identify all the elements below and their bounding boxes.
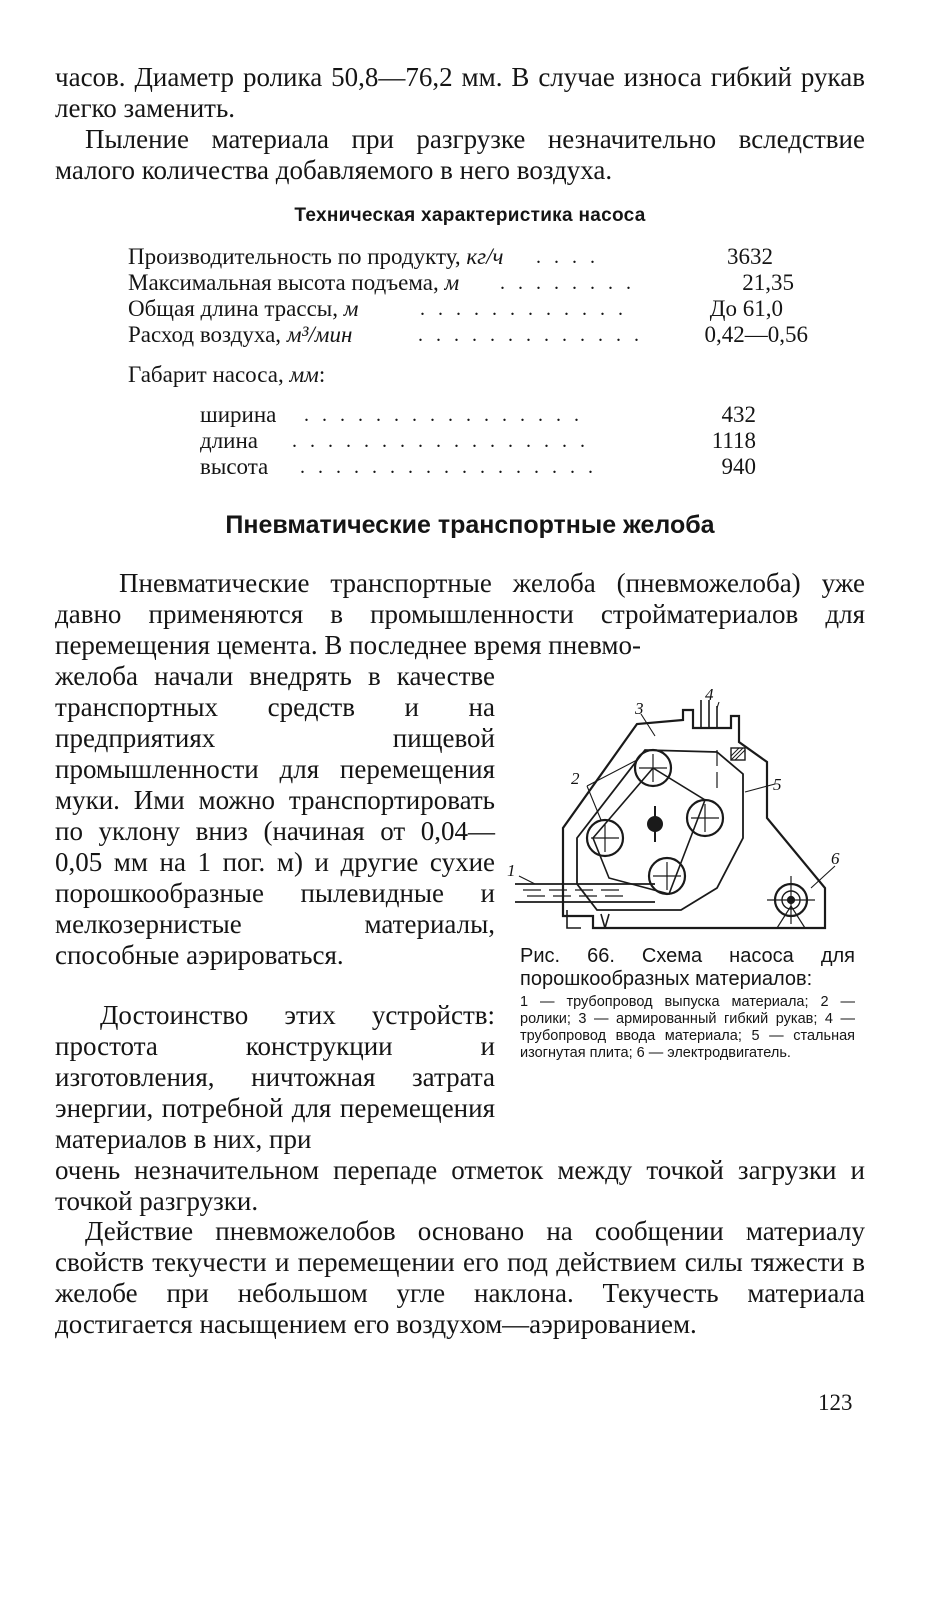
dimensions-table <box>200 402 760 480</box>
spec-value: 21,35 <box>742 270 794 295</box>
spec-title: Техническая характеристика насоса <box>294 205 646 226</box>
pump-housing <box>563 710 825 928</box>
leader-dots: . . . . . . . . . . . . . . . . . <box>300 456 597 478</box>
paragraph-4-full: очень незначительном перепаде отметок между точкой загрузки и точкой разгрузки. <box>55 1155 865 1216</box>
hatching <box>731 748 745 760</box>
dimension-row <box>200 454 760 480</box>
figure-label-1: 1 <box>507 861 516 880</box>
spec-unit: м <box>343 296 359 321</box>
dimension-value: 940 <box>721 454 756 479</box>
figure-caption <box>520 945 855 1062</box>
spec-value: До 61,0 <box>709 296 783 321</box>
spec-row <box>128 244 808 270</box>
figure-label-4: 4 <box>705 688 714 704</box>
base-supports <box>567 910 609 928</box>
figure-label-5: 5 <box>773 775 782 794</box>
dimension-label: ширина <box>200 402 277 427</box>
output-flow-lines <box>523 890 623 896</box>
dimension-label: длина <box>200 428 259 453</box>
spec-table <box>128 244 808 348</box>
spec-unit: м³/мин <box>286 322 353 347</box>
caption-title: Рис. 66. Схема насоса для порошкообразных материалов: <box>520 945 855 990</box>
paragraph-3-full: Пневматические транспортные желоба (пневможелоба) уже давно применяются в промышленности стройматериалов для перемещения цемента. В последнее время пневмо- <box>55 568 865 660</box>
paragraph-2: Пыление материала при разгрузке незначительно вследствие малого количества добавляемого в него воздуха. <box>55 124 865 185</box>
spec-label: Общая длина трассы, <box>128 296 344 321</box>
spec-row <box>128 322 808 348</box>
figure-label-6: 6 <box>831 849 840 868</box>
leader-dots: . . . . . . . . . . . . . . . . <box>304 404 583 426</box>
dimension-value: 432 <box>721 402 756 427</box>
dimension-label: высота <box>200 454 269 479</box>
page-number: 123 <box>818 1390 853 1415</box>
leader-dots: . . . . . . . . . . . . <box>420 298 627 320</box>
paragraph-1: часов. Диаметр ролика 50,8—76,2 мм. В случае износа гибкий рукав легко заменить. <box>55 62 865 123</box>
leader-dots: . . . . . . . . <box>500 272 635 294</box>
spec-label: Максимальная высота подъема, <box>128 270 445 295</box>
figure-label-3: 3 <box>635 699 644 718</box>
spec-value: 0,42—0,56 <box>704 322 808 347</box>
spec-row <box>128 296 808 322</box>
caption-legend: 1 — трубопровод выпуска материала; 2 — ролики; 3 — армированный гибкий рукав; 4 — трубопровод ввода материала; 5 — стальная изогнутая плита; 6 — электродвигатель. <box>520 994 855 1061</box>
leader-dots: . . . . . . . . . . . . . . . . . <box>292 430 589 452</box>
figure-label-2: 2 <box>571 769 580 788</box>
spec-unit: м <box>444 270 460 295</box>
dimension-row <box>200 428 760 454</box>
paragraph-5: Действие пневможелобов основано на сообщении материалу свойств текучести и перемещении его под действием силы тяжести в желобе при небольшом угле наклона. Текучесть материала достигается насыщением его воздухом—аэрированием. <box>55 1216 865 1339</box>
dimension-row <box>200 402 760 428</box>
section-title: Пневматические транспортные желоба <box>225 511 715 539</box>
spec-label: Расход воздуха, <box>128 322 287 347</box>
paragraph-3-narrow: желоба начали внедрять в качестве транспортных средств и на предприятиях пищевой промышленности для перемещения муки. Ими можно транспортировать по уклону вниз (начиная от 0,04—0,05 мм на 1 пог. м) и другие сухие порошкообразные пылевидные и мелкозернистые материалы, способные аэрироваться. <box>55 661 495 970</box>
spec-row <box>128 270 808 296</box>
leader-dots: . . . . . . . . . . . . . <box>418 324 643 346</box>
input-pipe <box>701 700 717 728</box>
pump-schematic-figure <box>505 688 845 938</box>
dimension-value: 1118 <box>711 428 756 453</box>
dimensions-heading: Габарит насоса, мм: <box>128 362 326 387</box>
spec-value: 3632 <box>727 244 773 269</box>
leader-dots: . . . . <box>536 246 599 268</box>
spec-label: Производительность по продукту, <box>128 244 467 269</box>
paragraph-4-narrow: Достоинство этих устройств: простота конструкции и изготовления, ничтожная затрата энергии, потребной для перемещения материалов в них, при <box>55 1000 495 1154</box>
spec-unit: кг/ч <box>466 244 504 269</box>
